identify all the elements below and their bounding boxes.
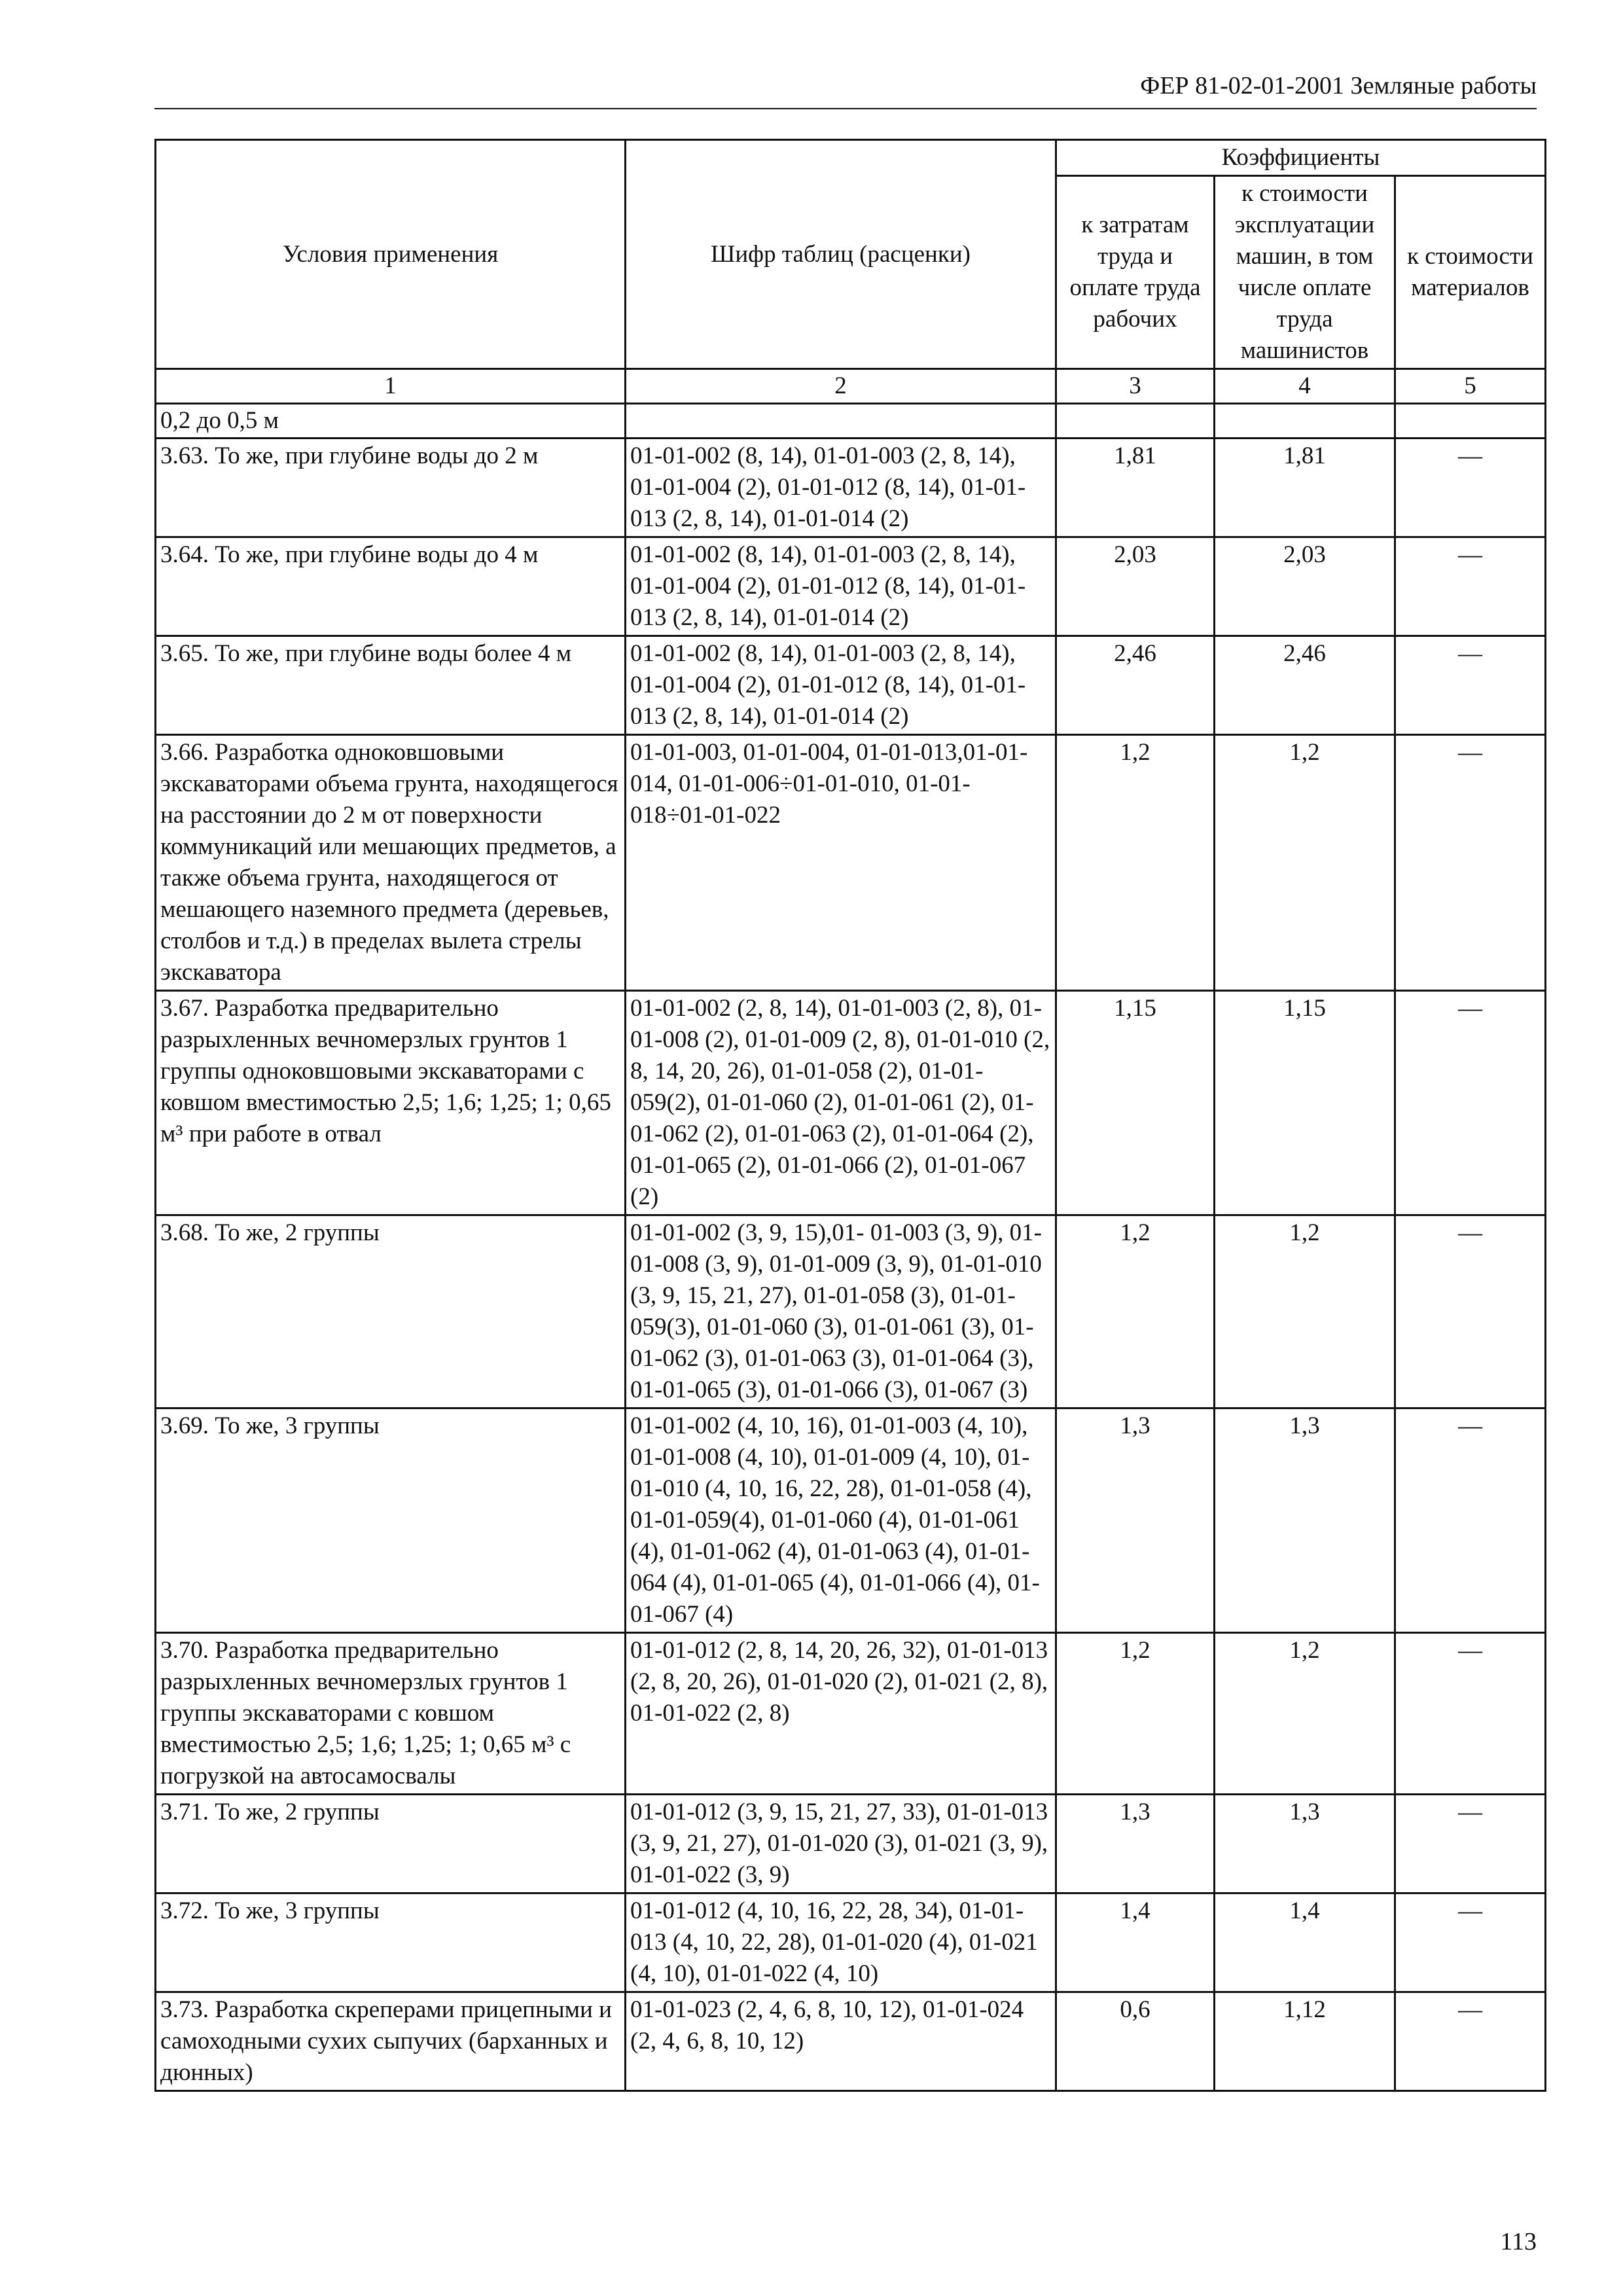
materials-coefficient-cell: —	[1395, 991, 1546, 1215]
machine-coefficient-cell: 1,3	[1215, 1408, 1395, 1633]
condition-cell: 3.66. Разработка одноковшовыми экскаваторами объема грунта, находящегося на расстоянии до 2 м от поверхности коммуникаций или мешающих предметов, а также объема грунта, находящегося от мешающего наземного предмета (деревьев, столбов и т.д.) в пределах вылета стрелы экскаватора	[156, 735, 626, 991]
condition-cell: 3.70. Разработка предварительно разрыхленных вечномерзлых грунтов 1 группы экскаваторами с ковшом вместимостью 2,5; 1,6; 1,25; 1; 0,65 м³ с погрузкой на автосамосвалы	[156, 1633, 626, 1795]
table-codes-cell: 01-01-012 (2, 8, 14, 20, 26, 32), 01-01-013 (2, 8, 20, 26), 01-01-020 (2), 01-021 (2, 8), 01-01-022 (2, 8)	[626, 1633, 1056, 1795]
machine-coefficient-cell: 1,3	[1215, 1795, 1395, 1893]
column-numbers-row	[156, 369, 1546, 404]
table-row	[156, 636, 1546, 735]
table-codes-cell: 01-01-012 (4, 10, 16, 22, 28, 34), 01-01-013 (4, 10, 22, 28), 01-01-020 (4), 01-021 (4, 10), 01-01-022 (4, 10)	[626, 1893, 1056, 1992]
table-codes-cell: 01-01-002 (4, 10, 16), 01-01-003 (4, 10), 01-01-008 (4, 10), 01-01-009 (4, 10), 01-01-010 (4, 10, 16, 22, 28), 01-01-058 (4), 01-01-059(4), 01-01-060 (4), 01-01-061 (4), 01-01-062 (4), 01-01-063 (4), 01-01-064 (4), 01-01-065 (4), 01-01-066 (4), 01-01-067 (4)	[626, 1408, 1056, 1633]
machine-coefficient-cell: 2,46	[1215, 636, 1395, 735]
coefficients-table	[154, 139, 1546, 2092]
machine-coefficient-cell: 1,2	[1215, 1215, 1395, 1408]
table-row	[156, 439, 1546, 537]
materials-coefficient-cell: —	[1395, 1633, 1546, 1795]
table-row	[156, 1893, 1546, 1992]
header-codes: Шифр таблиц (расценки)	[626, 140, 1056, 369]
condition-cell: 3.73. Разработка скреперами прицепными и самоходными сухих сыпучих (барханных и дюнных)	[156, 1992, 626, 2091]
machine-coefficient-cell: 1,2	[1215, 735, 1395, 991]
table-codes-cell: 01-01-002 (8, 14), 01-01-003 (2, 8, 14), 01-01-004 (2), 01-01-012 (8, 14), 01-01-013 (2, 8, 14), 01-01-014 (2)	[626, 636, 1056, 735]
labor-coefficient-cell: 1,4	[1056, 1893, 1215, 1992]
running-header: ФЕР 81-02-01-2001 Земляные работы	[1140, 72, 1537, 99]
labor-coefficient-cell: 1,81	[1056, 439, 1215, 537]
materials-coefficient-cell: —	[1395, 1795, 1546, 1893]
machine-coefficient-cell: 2,03	[1215, 537, 1395, 636]
table-codes-cell: 01-01-002 (8, 14), 01-01-003 (2, 8, 14), 01-01-004 (2), 01-01-012 (8, 14), 01-01-013 (2, 8, 14), 01-01-014 (2)	[626, 439, 1056, 537]
header-conditions: Условия применения	[156, 140, 626, 369]
column-number: 1	[156, 369, 626, 404]
table-codes-cell: 01-01-023 (2, 4, 6, 8, 10, 12), 01-01-024 (2, 4, 6, 8, 10, 12)	[626, 1992, 1056, 2091]
column-number: 3	[1056, 369, 1215, 404]
table-row	[156, 991, 1546, 1215]
materials-coefficient-cell: —	[1395, 537, 1546, 636]
table-row	[156, 735, 1546, 991]
machine-coefficient-cell: 1,15	[1215, 991, 1395, 1215]
table-row	[156, 1215, 1546, 1408]
table-codes-cell: 01-01-002 (8, 14), 01-01-003 (2, 8, 14), 01-01-004 (2), 01-01-012 (8, 14), 01-01-013 (2, 8, 14), 01-01-014 (2)	[626, 537, 1056, 636]
table-codes-cell: 01-01-012 (3, 9, 15, 21, 27, 33), 01-01-013 (3, 9, 21, 27), 01-01-020 (3), 01-021 (3, 9), 01-01-022 (3, 9)	[626, 1795, 1056, 1893]
table-row	[156, 1795, 1546, 1893]
condition-cell: 3.65. То же, при глубине воды более 4 м	[156, 636, 626, 735]
machine-coefficient-cell: 1,2	[1215, 1633, 1395, 1795]
labor-coefficient-cell: 1,15	[1056, 991, 1215, 1215]
materials-coefficient-cell: —	[1395, 1408, 1546, 1633]
materials-coefficient-cell: —	[1395, 1992, 1546, 2091]
labor-coefficient-cell: 2,46	[1056, 636, 1215, 735]
continuation-row	[156, 404, 1546, 439]
materials-coefficient-cell: —	[1395, 439, 1546, 537]
table-codes-cell: 01-01-002 (2, 8, 14), 01-01-003 (2, 8), 01-01-008 (2), 01-01-009 (2, 8), 01-01-010 (2, 8, 14, 20, 26), 01-01-058 (2), 01-01-059(2), 01-01-060 (2), 01-01-061 (2), 01-01-062 (2), 01-01-063 (2), 01-01-064 (2), 01-01-065 (2), 01-01-066 (2), 01-01-067 (2)	[626, 991, 1056, 1215]
labor-coefficient-cell: 1,3	[1056, 1408, 1215, 1633]
header-rule	[154, 108, 1537, 109]
labor-coefficient-cell: 0,6	[1056, 1992, 1215, 2091]
table-row	[156, 1633, 1546, 1795]
column-number: 2	[626, 369, 1056, 404]
table-row	[156, 537, 1546, 636]
table-row	[156, 1408, 1546, 1633]
materials-coefficient-cell: —	[1395, 636, 1546, 735]
materials-coefficient-cell: —	[1395, 1893, 1546, 1992]
labor-coefficient-cell: 1,2	[1056, 1215, 1215, 1408]
materials-coefficient-cell: —	[1395, 735, 1546, 991]
table-row	[156, 1992, 1546, 2091]
machine-coefficient-cell: 1,81	[1215, 439, 1395, 537]
machine-coefficient-cell: 1,12	[1215, 1992, 1395, 2091]
condition-cell: 3.67. Разработка предварительно разрыхленных вечномерзлых грунтов 1 группы одноковшовыми экскаваторами с ковшом вместимостью 2,5; 1,6; 1,25; 1; 0,65 м³ при работе в отвал	[156, 991, 626, 1215]
table-codes-cell: 01-01-002 (3, 9, 15),01- 01-003 (3, 9), 01-01-008 (3, 9), 01-01-009 (3, 9), 01-01-010 (3, 9, 15, 21, 27), 01-01-058 (3), 01-01-059(3), 01-01-060 (3), 01-01-061 (3), 01-01-062 (3), 01-01-063 (3), 01-01-064 (3), 01-01-065 (3), 01-01-066 (3), 01-067 (3)	[626, 1215, 1056, 1408]
machine-coefficient-cell: 1,4	[1215, 1893, 1395, 1992]
condition-cell: 3.72. То же, 3 группы	[156, 1893, 626, 1992]
condition-cell: 3.64. То же, при глубине воды до 4 м	[156, 537, 626, 636]
header-machines: к стоимости эксплуатации машин, в том числе оплате труда машинистов	[1215, 176, 1395, 369]
continuation-text: 0,2 до 0,5 м	[156, 404, 626, 439]
page-number: 113	[1500, 2228, 1537, 2255]
header-labor: к затратам труда и оплате труда рабочих	[1056, 176, 1215, 369]
labor-coefficient-cell: 1,2	[1056, 1633, 1215, 1795]
condition-cell: 3.69. То же, 3 группы	[156, 1408, 626, 1633]
column-number: 5	[1395, 369, 1546, 404]
condition-cell: 3.68. То же, 2 группы	[156, 1215, 626, 1408]
condition-cell: 3.63. То же, при глубине воды до 2 м	[156, 439, 626, 537]
condition-cell: 3.71. То же, 2 группы	[156, 1795, 626, 1893]
column-number: 4	[1215, 369, 1395, 404]
materials-coefficient-cell: —	[1395, 1215, 1546, 1408]
labor-coefficient-cell: 1,3	[1056, 1795, 1215, 1893]
labor-coefficient-cell: 1,2	[1056, 735, 1215, 991]
header-coefficients: Коэффициенты	[1056, 140, 1546, 176]
table-header	[156, 140, 1546, 404]
table-body	[156, 404, 1546, 2091]
labor-coefficient-cell: 2,03	[1056, 537, 1215, 636]
header-materials: к стоимости материалов	[1395, 176, 1546, 369]
table-codes-cell: 01-01-003, 01-01-004, 01-01-013,01-01-014, 01-01-006÷01-01-010, 01-01-018÷01-01-022	[626, 735, 1056, 991]
